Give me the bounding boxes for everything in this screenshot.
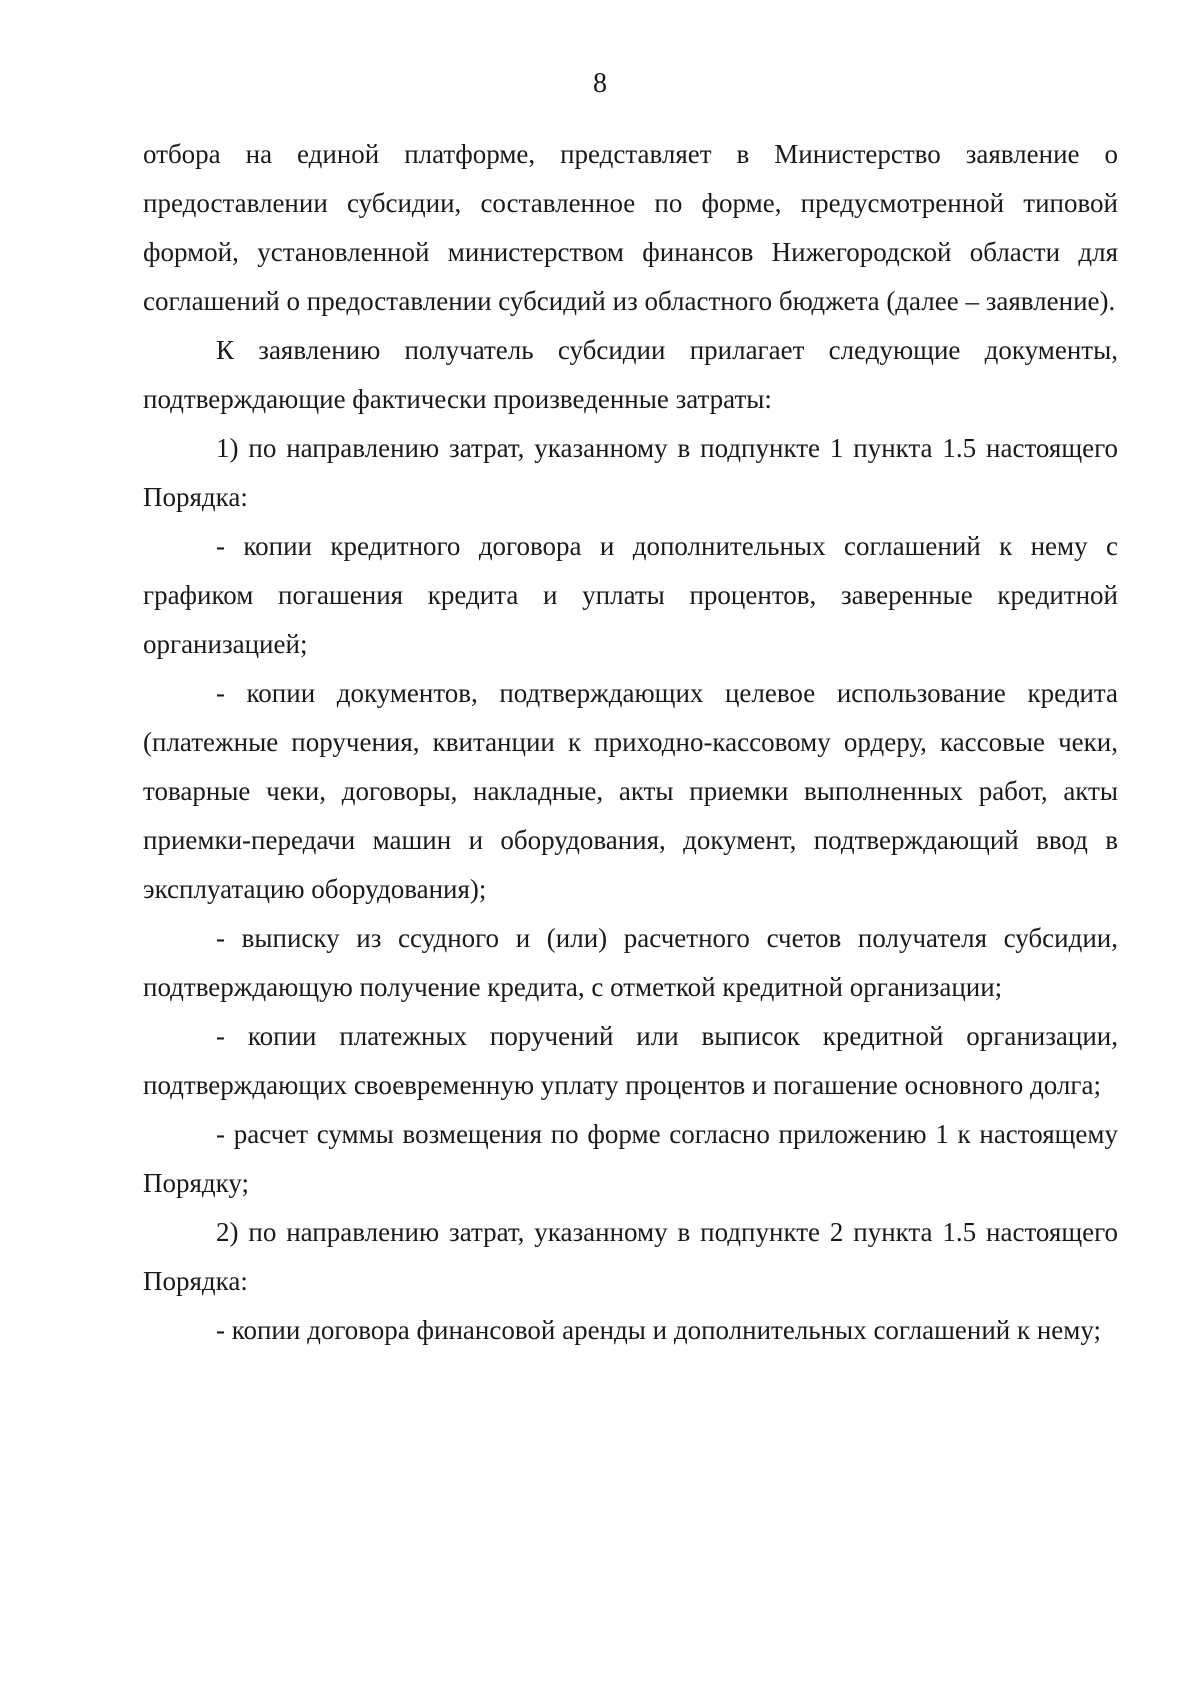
body-text xyxy=(143,130,1118,1355)
page-number: 8 xyxy=(593,68,607,99)
list-subitem-lease-agreement: - копии договора финансовой аренды и дополнительных соглашений к нему; xyxy=(216,1315,1102,1345)
list-subitem-payment-orders: - копии платежных поручений или выписок кредитной организации, подтверждающих своевременную уплату процентов и погашение основного долга; xyxy=(143,1021,1118,1100)
list-item-2: 2) по направлению затрат, указанному в подпункте 2 пункта 1.5 настоящего Порядка: xyxy=(143,1217,1118,1296)
list-subitem-credit-agreement: - копии кредитного договора и дополнительных соглашений к нему с графиком погашения кредита и уплаты процентов, заверенные кредитной организацией; xyxy=(143,531,1118,659)
list-item-1: 1) по направлению затрат, указанному в подпункте 1 пункта 1.5 настоящего Порядка: xyxy=(143,433,1118,512)
list-subitem-calculation: - расчет суммы возмещения по форме согласно приложению 1 к настоящему Порядку; xyxy=(143,1119,1118,1198)
paragraph-attachments-intro: К заявлению получатель субсидии прилагает следующие документы, подтверждающие фактически произведенные затраты: xyxy=(143,335,1118,414)
list-subitem-account-statement: - выписку из ссудного и (или) расчетного счетов получателя субсидии, подтверждающую получение кредита, с отметкой кредитной организации; xyxy=(143,923,1118,1002)
paragraph-continuation: отбора на единой платформе, представляет в Министерство заявление о предоставлении субсидии, составленное по форме, предусмотренной типовой формой, установленной министерством финансов Нижегородской области для соглашений о предоставлении субсидий из областного бюджета (далее – заявление). xyxy=(143,139,1118,316)
list-subitem-target-use: - копии документов, подтверждающих целевое использование кредита (платежные поручения, квитанции к приходно-кассовому ордеру, кассовые чеки, товарные чеки, договоры, накладные, акты приемки выполненных работ, акты приемки-передачи машин и оборудования, документ, подтверждающий ввод в эксплуатацию оборудования); xyxy=(143,678,1118,904)
